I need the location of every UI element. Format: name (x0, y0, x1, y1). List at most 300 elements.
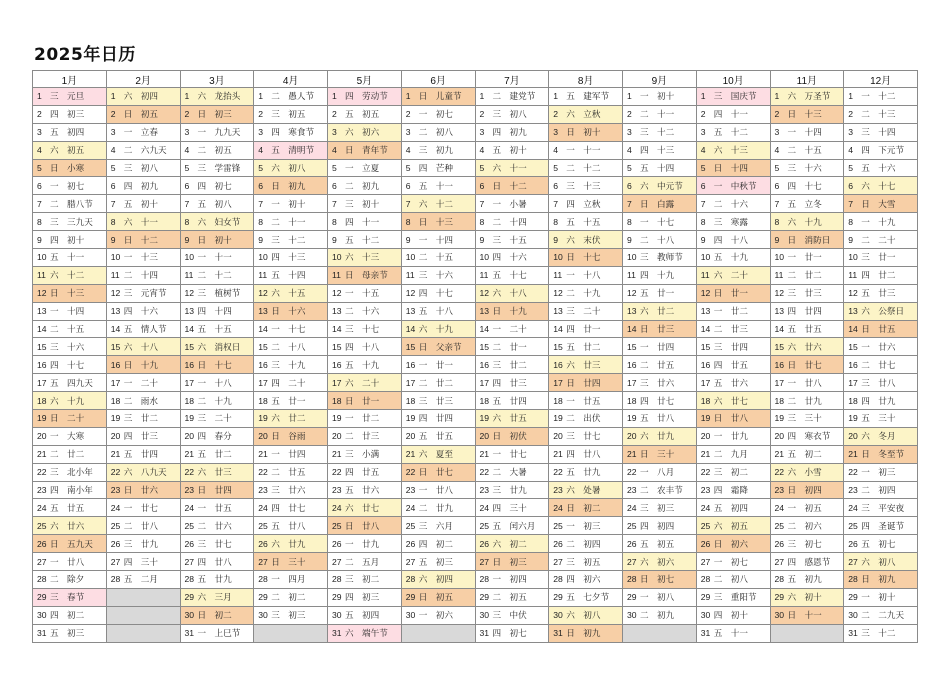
day-cell (254, 374, 328, 392)
lunar-label: 廿五 (878, 324, 896, 335)
day-number: 8 (774, 216, 780, 227)
day-number: 11 (553, 270, 563, 281)
day-cell (770, 535, 844, 553)
lunar-label: 平安夜 (878, 502, 905, 513)
lunar-label: 十四 (804, 127, 822, 138)
day-number: 23 (848, 485, 858, 496)
lunar-label: 初七 (67, 180, 85, 191)
weekday: 四 (787, 306, 797, 317)
lunar-label: 初四 (362, 610, 380, 621)
weekday: 三 (640, 502, 649, 513)
lunar-label: 十三 (730, 145, 748, 156)
weekday: 三 (50, 592, 59, 603)
weekday: 三 (418, 395, 428, 406)
day-number: 26 (110, 538, 121, 549)
weekday: 四 (123, 306, 133, 317)
weekday: 五 (345, 610, 354, 621)
day-number: 20 (848, 431, 858, 442)
lunar-label: 初七 (804, 538, 822, 549)
weekday: 二 (345, 306, 354, 317)
day-cell (328, 249, 402, 267)
weekday: 一 (640, 592, 649, 603)
day-number: 25 (848, 520, 858, 531)
day-number: 5 (184, 163, 190, 173)
day-cell (180, 392, 254, 410)
day-number: 4 (700, 145, 706, 156)
lunar-label: 初四 (657, 520, 675, 531)
lunar-label: 初二 (730, 467, 748, 478)
day-cell (33, 374, 107, 392)
lunar-label: 廿六 (288, 485, 306, 496)
day-cell (770, 284, 844, 302)
day-cell (180, 481, 254, 499)
weekday: 二 (492, 592, 502, 603)
day-cell (254, 499, 328, 517)
day-number: 4 (627, 145, 632, 156)
weekday: 六 (640, 556, 649, 567)
lunar-label: 十三 (67, 288, 85, 299)
weekday: 三 (345, 574, 354, 585)
day-number: 25 (37, 520, 47, 531)
lunar-label: 十三 (804, 109, 822, 120)
day-cell (475, 105, 549, 123)
weekday: 一 (418, 359, 428, 370)
lunar-label: 妇女节 (214, 216, 241, 227)
lunar-label: 廿三 (435, 395, 453, 406)
day-cell (33, 123, 107, 141)
lunar-label: 公祭日 (878, 306, 905, 317)
day-cell (106, 445, 180, 463)
weekday: 日 (271, 180, 280, 191)
lunar-label: 十六 (435, 270, 453, 281)
day-number: 18 (332, 395, 342, 406)
weekday: 三 (271, 485, 280, 496)
lunar-label: 三十 (804, 413, 822, 424)
day-cell (696, 338, 770, 356)
lunar-label: 十八 (288, 341, 306, 352)
day-number: 13 (848, 306, 858, 317)
day-cell (180, 105, 254, 123)
day-number: 14 (848, 324, 858, 335)
weekday: 五 (123, 449, 133, 460)
lunar-label: 腊八节 (67, 198, 93, 209)
lunar-label: 廿一 (288, 395, 306, 406)
day-number: 26 (553, 538, 563, 549)
day-number: 16 (332, 359, 342, 370)
lunar-label: 初九 (362, 180, 380, 191)
weekday: 日 (50, 288, 59, 299)
day-cell (106, 123, 180, 141)
weekday: 日 (566, 252, 575, 263)
day-number: 3 (258, 127, 264, 138)
lunar-label: 十二 (657, 127, 675, 138)
lunar-label: 廿一 (362, 395, 380, 406)
month-header: 6月 (401, 71, 475, 88)
weekday: 六 (861, 180, 870, 191)
day-cell (475, 588, 549, 606)
weekday: 四 (566, 198, 575, 209)
weekday: 五 (492, 395, 502, 406)
lunar-label: 十八 (214, 377, 232, 388)
lunar-label: 元旦 (67, 91, 85, 102)
weekday: 一 (50, 431, 59, 442)
day-number: 1 (258, 91, 264, 102)
day-cell (328, 231, 402, 249)
lunar-label: 中元节 (657, 180, 683, 191)
day-number: 31 (184, 628, 195, 639)
day-cell (328, 105, 402, 123)
lunar-label: 十九 (657, 270, 675, 281)
day-number: 14 (184, 324, 195, 335)
month-header-row (33, 71, 918, 88)
day-cell (844, 88, 918, 106)
day-cell (106, 266, 180, 284)
weekday: 六 (123, 216, 133, 227)
day-cell (106, 535, 180, 553)
lunar-label: 廿八 (362, 520, 380, 531)
weekday: 五 (640, 413, 649, 424)
day-cell (33, 606, 107, 624)
day-number: 28 (258, 574, 268, 585)
day-cell (844, 195, 918, 213)
lunar-label: 廿一 (804, 252, 822, 263)
day-cell (180, 266, 254, 284)
day-cell (180, 427, 254, 445)
day-number: 22 (553, 467, 563, 478)
day-number: 21 (184, 449, 195, 460)
day-row (33, 553, 918, 571)
day-cell (33, 159, 107, 177)
day-number: 10 (332, 252, 342, 263)
lunar-label: 廿二 (804, 270, 822, 281)
lunar-label: 五月 (362, 556, 380, 567)
day-cell (475, 481, 549, 499)
weekday: 二 (640, 234, 649, 245)
lunar-label: 冬月 (878, 431, 896, 442)
lunar-label: 十七 (509, 270, 527, 281)
day-number: 13 (553, 306, 563, 317)
weekday: 一 (492, 198, 502, 209)
day-cell (33, 588, 107, 606)
day-cell (180, 141, 254, 159)
day-number: 29 (405, 592, 416, 603)
lunar-label: 廿六 (804, 341, 822, 352)
lunar-label: 廿三 (583, 359, 601, 370)
weekday: 二 (640, 610, 649, 621)
day-number: 22 (627, 467, 637, 478)
lunar-label: 夏至 (435, 449, 453, 460)
lunar-label: 雨水 (140, 395, 158, 406)
day-number: 27 (848, 556, 858, 567)
day-number: 14 (37, 324, 47, 335)
day-number: 18 (110, 395, 121, 406)
day-number: 10 (258, 252, 268, 263)
day-cell (254, 249, 328, 267)
day-cell (549, 356, 623, 374)
weekday: 四 (861, 145, 870, 156)
day-cell (696, 427, 770, 445)
lunar-label: 寒食节 (288, 127, 315, 138)
weekday: 二 (345, 556, 354, 567)
weekday: 三 (197, 538, 207, 549)
weekday: 一 (271, 198, 280, 209)
weekday: 二 (271, 216, 280, 227)
day-cell (254, 392, 328, 410)
day-number: 18 (627, 395, 637, 406)
weekday: 五 (345, 234, 354, 245)
day-cell (33, 481, 107, 499)
day-number: 22 (405, 467, 416, 478)
lunar-label: 初九 (509, 127, 527, 138)
day-number: 29 (332, 592, 342, 603)
weekday: 三 (787, 288, 797, 299)
weekday: 一 (566, 270, 575, 281)
lunar-label: 廿九 (657, 431, 675, 442)
day-cell (475, 410, 549, 428)
day-cell (33, 392, 107, 410)
day-number: 15 (332, 341, 342, 352)
weekday: 日 (713, 413, 723, 424)
lunar-label: 初十 (657, 91, 675, 102)
day-cell (106, 302, 180, 320)
weekday: 一 (345, 413, 354, 424)
lunar-label: 十七 (214, 359, 232, 370)
lunar-label: 初六 (657, 556, 675, 567)
day-cell (770, 463, 844, 481)
lunar-label: 初七 (214, 180, 232, 191)
day-number: 7 (479, 198, 485, 209)
day-cell (549, 213, 623, 231)
day-cell (623, 266, 697, 284)
day-cell (696, 213, 770, 231)
day-number: 20 (774, 431, 785, 442)
day-number: 3 (774, 127, 780, 138)
day-cell (33, 463, 107, 481)
lunar-label: 十三 (435, 216, 453, 227)
weekday: 日 (271, 306, 280, 317)
day-row (33, 123, 918, 141)
lunar-label: 二十 (214, 413, 232, 424)
month-header: 8月 (549, 71, 623, 88)
lunar-label: 小雪 (804, 467, 822, 478)
lunar-label: 廿三 (657, 324, 675, 335)
weekday: 六 (123, 467, 133, 478)
weekday: 一 (640, 341, 649, 352)
day-cell (549, 481, 623, 499)
lunar-label: 十一 (804, 610, 822, 621)
day-number: 1 (479, 91, 485, 102)
weekday: 二 (861, 610, 870, 621)
day-cell (549, 624, 623, 642)
lunar-label: 立秋 (583, 198, 601, 209)
day-number: 26 (184, 538, 195, 549)
day-number: 28 (37, 574, 47, 585)
lunar-label: 二十 (67, 413, 85, 424)
weekday: 三 (492, 610, 502, 621)
day-cell (328, 392, 402, 410)
weekday: 五 (492, 145, 502, 156)
lunar-label: 学雷锋 (214, 163, 241, 173)
day-number: 17 (479, 377, 490, 388)
day-cell (33, 284, 107, 302)
weekday: 三 (566, 556, 575, 567)
lunar-label: 廿八 (657, 413, 675, 424)
weekday: 一 (123, 377, 133, 388)
lunar-label: 廿六 (140, 485, 158, 496)
day-number: 4 (479, 145, 485, 156)
day-number: 21 (848, 449, 858, 460)
lunar-label: 建军节 (583, 91, 610, 102)
weekday: 二 (713, 574, 723, 585)
weekday: 五 (345, 359, 354, 370)
day-cell (401, 392, 475, 410)
lunar-label: 廿七 (509, 449, 527, 460)
lunar-label: 初九 (288, 180, 306, 191)
lunar-label: 教师节 (657, 252, 683, 263)
lunar-label: 初五 (583, 556, 601, 567)
day-cell (180, 320, 254, 338)
day-number: 9 (258, 234, 264, 245)
day-row (33, 231, 918, 249)
lunar-label: 初七 (509, 628, 527, 639)
day-number: 4 (332, 145, 337, 156)
weekday: 四 (345, 216, 354, 227)
day-number: 8 (110, 216, 116, 227)
day-cell (623, 88, 697, 106)
day-cell (254, 159, 328, 177)
lunar-label: 初十 (878, 592, 896, 603)
day-cell (549, 588, 623, 606)
weekday: 三 (787, 413, 797, 424)
day-cell (254, 213, 328, 231)
day-cell (696, 177, 770, 195)
lunar-label: 廿七 (362, 502, 380, 513)
lunar-label: 十二 (583, 163, 601, 173)
lunar-label: 初十 (67, 234, 85, 245)
lunar-label: 廿五 (435, 431, 453, 442)
weekday: 一 (787, 377, 797, 388)
weekday: 五 (271, 270, 280, 281)
day-number: 11 (110, 270, 120, 281)
lunar-label: 廿四 (657, 341, 675, 352)
weekday: 五 (861, 538, 870, 549)
day-cell (401, 195, 475, 213)
day-number: 20 (700, 431, 711, 442)
lunar-label: 初五 (362, 109, 380, 120)
day-number: 4 (110, 145, 116, 156)
day-number: 24 (774, 502, 785, 513)
day-number: 26 (848, 538, 858, 549)
day-cell (180, 606, 254, 624)
day-number: 16 (479, 359, 490, 370)
day-row (33, 284, 918, 302)
day-number: 16 (700, 359, 711, 370)
day-cell (106, 159, 180, 177)
weekday: 五 (713, 628, 723, 639)
weekday: 日 (787, 485, 797, 496)
day-cell (770, 410, 844, 428)
day-number: 15 (110, 341, 121, 352)
weekday: 四 (50, 359, 59, 370)
lunar-label: 十六 (140, 306, 158, 317)
day-number: 19 (184, 413, 195, 424)
weekday: 六 (123, 341, 133, 352)
day-row (33, 177, 918, 195)
day-cell (33, 517, 107, 535)
day-cell (180, 356, 254, 374)
lunar-label: 初五 (288, 109, 306, 120)
day-number: 6 (848, 180, 854, 191)
lunar-label: 初九 (804, 574, 822, 585)
weekday: 二 (197, 270, 207, 281)
day-cell (328, 159, 402, 177)
lunar-label: 植树节 (214, 288, 241, 299)
day-number: 23 (479, 485, 490, 496)
lunar-label: 寒露 (730, 216, 748, 227)
day-row (33, 499, 918, 517)
day-number: 10 (627, 252, 637, 263)
day-number: 25 (258, 520, 268, 531)
day-cell (254, 553, 328, 571)
day-cell (844, 159, 918, 177)
day-cell (328, 356, 402, 374)
day-number: 2 (184, 109, 190, 120)
weekday: 三 (123, 538, 133, 549)
lunar-label: 廿八 (804, 377, 822, 388)
lunar-label: 十五 (67, 324, 85, 335)
weekday: 四 (271, 377, 280, 388)
month-header: 3月 (180, 71, 254, 88)
day-cell (106, 356, 180, 374)
day-row (33, 266, 918, 284)
weekday: 六 (50, 145, 59, 156)
day-number: 17 (184, 377, 195, 388)
weekday: 四 (271, 502, 280, 513)
weekday: 日 (640, 198, 649, 209)
weekday: 二 (197, 145, 207, 156)
lunar-label: 三十 (288, 556, 306, 567)
lunar-label: 廿一 (657, 288, 675, 299)
day-cell (401, 606, 475, 624)
day-cell (180, 553, 254, 571)
weekday: 五 (492, 270, 502, 281)
day-number: 18 (553, 395, 563, 406)
day-number: 5 (774, 163, 780, 173)
day-cell (180, 123, 254, 141)
weekday: 三 (566, 306, 575, 317)
day-number: 25 (774, 520, 785, 531)
day-number: 3 (405, 127, 411, 138)
lunar-label: 廿五 (509, 413, 527, 424)
day-cell (106, 177, 180, 195)
weekday: 日 (197, 359, 207, 370)
weekday: 四 (566, 449, 575, 460)
day-cell (623, 320, 697, 338)
day-number: 2 (774, 109, 780, 120)
weekday: 四 (566, 574, 575, 585)
lunar-label: 初六 (583, 574, 601, 585)
day-number: 10 (479, 252, 490, 263)
lunar-label: 十二 (878, 91, 896, 102)
day-cell (623, 141, 697, 159)
day-cell (475, 231, 549, 249)
lunar-label: 廿七 (804, 359, 822, 370)
weekday: 二 (640, 359, 649, 370)
day-number: 9 (479, 234, 485, 245)
day-cell (475, 571, 549, 589)
day-cell (328, 302, 402, 320)
lunar-label: 初六 (362, 127, 380, 138)
